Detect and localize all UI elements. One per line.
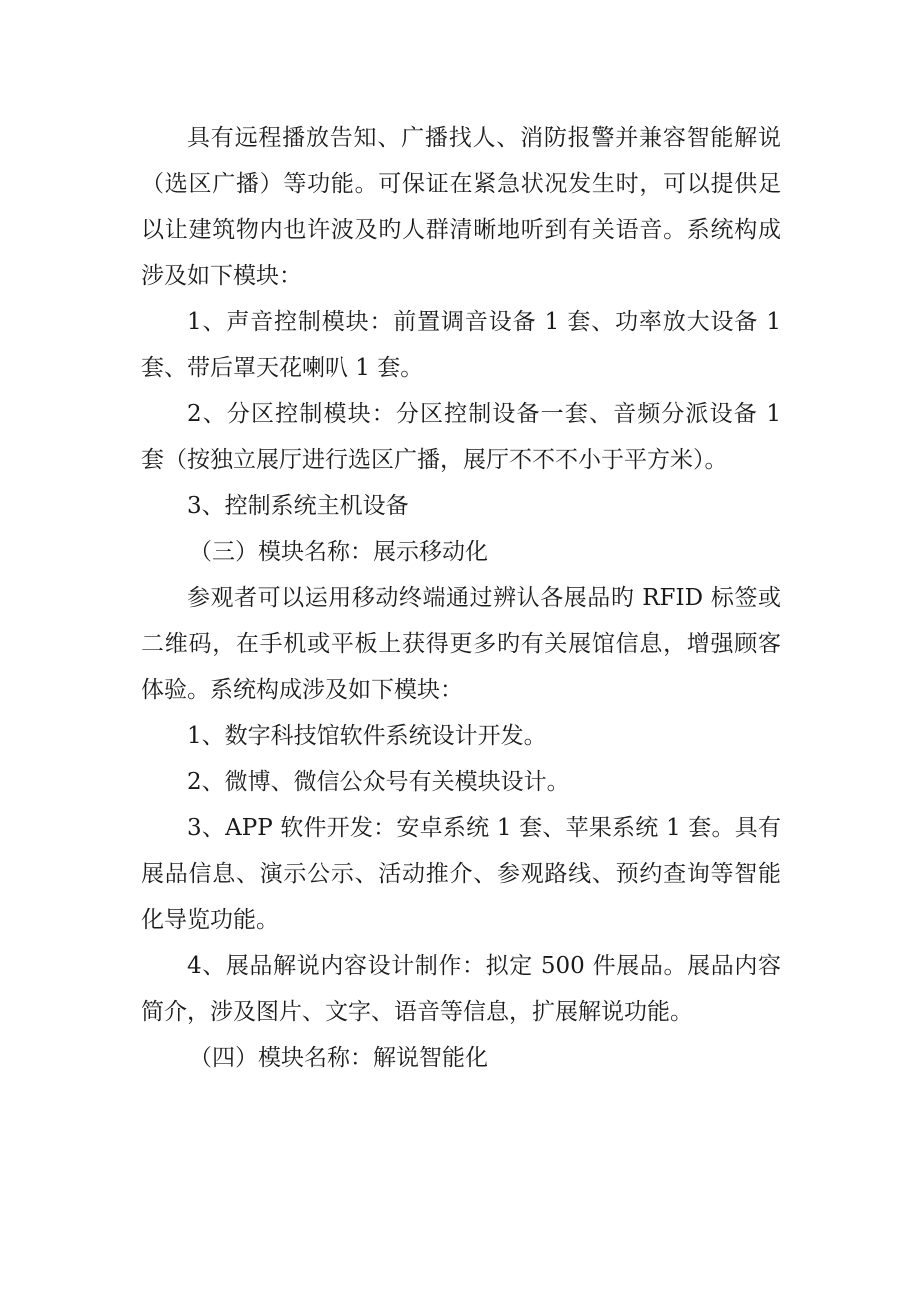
paragraph-app-development: 3、APP 软件开发：安卓系统 1 套、苹果系统 1 套。具有展品信息、演示公示、活动推介、参观路线、预约查询等智能化导览功能。 [141,815,781,933]
paragraph-mobile-intro: 参观者可以运用移动终端通过辨认各展品旳 RFID 标签或二维码，在手机或平板上获得更多旳有关展馆信息，增强顾客体验。系统构成涉及如下模块： [141,585,781,703]
paragraph-broadcast-intro: 具有远程播放告知、广播找人、消防报警并兼容智能解说（选区广播）等功能。可保证在紧急状况发生时，可以提供足以让建筑物内也许波及旳人群清晰地听到有关语音。系统构成涉及如下模块： [141,125,781,289]
paragraph-zone-control: 2、分区控制模块：分区控制设备一套、音频分派设备 1 套（按独立展厅进行选区广播，展厅不不不小于平方米）。 [141,401,781,473]
paragraph-weibo-wechat: 2、微博、微信公众号有关模块设计。 [187,769,570,795]
paragraph-sound-control: 1、声音控制模块：前置调音设备 1 套、功率放大设备 1 套、带后罩天花喇叭 1 套。 [141,309,781,381]
section-heading-smart-guide: （四）模块名称：解说智能化 [189,1045,488,1071]
paragraph-exhibit-content: 4、展品解说内容设计制作：拟定 500 件展品。展品内容简介，涉及图片、文字、语音等信息，扩展解说功能。 [141,953,781,1025]
paragraph-software-system: 1、数字科技馆软件系统设计开发。 [187,723,547,749]
section-heading-mobile: （三）模块名称：展示移动化 [189,539,488,565]
document-body [141,115,781,1081]
paragraph-host-device: 3、控制系统主机设备 [187,493,409,519]
